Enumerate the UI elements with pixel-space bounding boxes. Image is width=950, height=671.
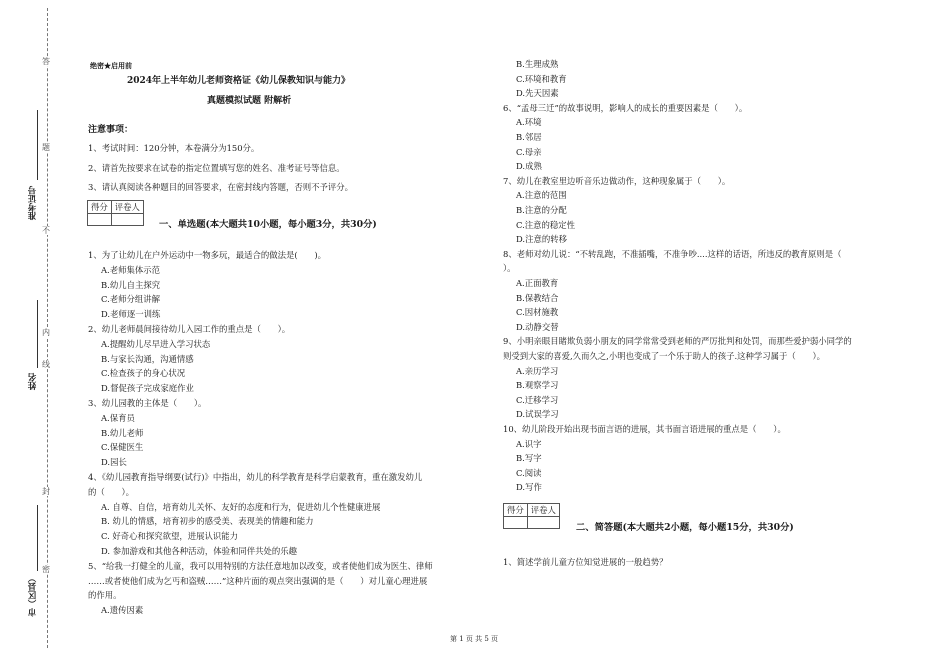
score-cell <box>504 517 528 529</box>
answer-option: C. 好奇心和探究欲望，进展认识能力 <box>101 531 239 542</box>
question-text: 4、《幼儿园教育指导纲要(试行)》中指出，幼儿的科学教育是科学启蒙教育，重在激发幼儿 <box>88 472 423 482</box>
grader-label: 评卷人 <box>527 504 559 517</box>
answer-option: D.督促孩子完成家庭作业 <box>101 383 194 394</box>
answer-option: B.邻居 <box>516 132 542 142</box>
grader-cell <box>111 214 143 226</box>
score-label: 得分 <box>504 504 528 517</box>
question-text: ……或者使他们成为乞丐和盗贼……”这种片面的观点突出强调的是（ ）对儿童心理进展 <box>88 575 428 586</box>
answer-option: C.检查孩子的身心状况 <box>101 368 186 379</box>
answer-option: B.幼儿自主探究 <box>101 279 161 290</box>
district-label: 市（区县） <box>28 574 38 617</box>
score-label: 得分 <box>88 201 112 214</box>
answer-option: D.先天因素 <box>516 88 559 99</box>
answer-option: A.注意的范围 <box>516 190 567 201</box>
section1-title: 一、单选题(本大题共10小题，每小题3分，共30分) <box>159 219 377 230</box>
score-table-2 <box>503 503 560 529</box>
answer-option: B.注意的分配 <box>516 205 567 215</box>
question-text: 的（ ）。 <box>88 486 135 497</box>
answer-option: C.因材施教 <box>516 307 559 318</box>
seal-mark: 线 <box>42 360 50 369</box>
score-cell <box>88 214 112 226</box>
page-subtitle: 真题模拟试题 附解析 <box>207 96 292 106</box>
exam-number-line <box>37 110 38 180</box>
answer-option: A.亲历学习 <box>516 365 559 376</box>
seal-mark: 封 <box>42 487 50 496</box>
question-text: 1、为了让幼儿在户外运动中一物多玩，最适合的做法是( )。 <box>88 250 326 260</box>
question-text: 8、老师对幼儿说：“不转乱跑，不准插嘴，不准争吵....这样的话语，所违反的教育原则是（ <box>503 248 842 259</box>
notice-item: 1、考试时间：120分钟，本卷满分为150分。 <box>88 143 260 153</box>
answer-option: C.保健医生 <box>101 442 144 453</box>
section2-title: 二、简答题(本大题共2小题，每小题15分，共30分) <box>576 522 794 533</box>
answer-option: B.写字 <box>516 453 542 464</box>
answer-option: D. 参加游戏和其他各种活动，体验和同伴共处的乐趣 <box>101 546 297 556</box>
answer-option: D.注意的转移 <box>516 234 567 245</box>
answer-option: A.老师集体示范 <box>101 264 160 275</box>
question-text: 7、幼儿在教室里边听音乐边做动作，这种现象属于（ ）。 <box>503 175 731 186</box>
answer-option: B. 幼儿的情感，培育初步的感受美、表现美的情趣和能力 <box>101 516 314 527</box>
answer-option: D.老师逐一训练 <box>101 309 161 320</box>
notice-item: 2、请首先按要求在试卷的指定位置填写您的姓名、准考证号等信息。 <box>88 163 345 173</box>
exam-number-label: 准考证号 <box>28 186 38 220</box>
question-text: 10、幼儿阶段开始出现书面言语的进展，其书面言语进展的重点是（ ）。 <box>503 424 786 434</box>
seal-mark: 题 <box>42 143 50 152</box>
question-text: 的作用。 <box>88 590 122 601</box>
answer-option: C.迁移学习 <box>516 394 559 405</box>
answer-option: A.提醒幼儿尽早进入学习状态 <box>101 338 211 349</box>
name-line <box>37 300 38 368</box>
grader-cell <box>527 517 559 529</box>
secret-mark: 绝密★启用前 <box>90 61 132 70</box>
question-text: 2、幼儿老师晨间接待幼儿入园工作的重点是（ ）。 <box>88 324 291 334</box>
grader-label: 评卷人 <box>111 201 143 214</box>
notice-item: 3、请认真阅读各种题目的回答要求，在密封线内答题，否则不予评分。 <box>88 182 353 192</box>
question-text: 3、幼儿园教的主体是（ ）。 <box>88 398 207 408</box>
answer-option: B.观察学习 <box>516 380 559 391</box>
answer-option: A. 自尊、自信，培育幼儿关怀、友好的态度和行为，促进幼儿个性健康进展 <box>101 501 381 512</box>
answer-option: D.成熟 <box>516 161 542 172</box>
district-line <box>37 505 38 571</box>
answer-option: C.老师分组讲解 <box>101 294 161 305</box>
answer-option: A.保育员 <box>101 412 135 423</box>
answer-option: C.阅读 <box>516 467 542 478</box>
answer-option: A.正面教育 <box>516 278 559 288</box>
notice-heading: 注意事项： <box>88 125 134 135</box>
answer-option: D.试误学习 <box>516 409 559 420</box>
answer-option: C.母亲 <box>516 146 542 157</box>
question-text: 则受到大家的喜爱,久而久之,小明也变成了一个乐于助人的孩子.这种学习属于（ ）。 <box>503 351 826 361</box>
question-text: ）。 <box>503 263 516 274</box>
question-text: 9、小明亲眼目睹欺负弱小朋友的同学常常受到老师的严厉批判和处罚，而那些爱护弱小同学的 <box>503 336 852 347</box>
answer-option: D.写作 <box>516 482 542 493</box>
answer-option: B.与家长沟通，沟通情感 <box>101 353 194 364</box>
seal-mark: 答 <box>42 57 50 66</box>
page-number: 第 1 页 共 5 页 <box>450 635 499 643</box>
seal-mark: 内 <box>42 328 50 337</box>
answer-option: A.环境 <box>516 117 542 128</box>
seal-mark: 不 <box>42 226 50 235</box>
question-text: 5、“给我一打健全的儿童，我可以用特别的方法任意地加以改变，或者使他们成为医生、律师 <box>88 560 433 571</box>
answer-option: D.动静交替 <box>516 321 559 332</box>
answer-option: C.环境和教育 <box>516 73 567 84</box>
seal-mark: 密 <box>42 565 50 574</box>
question-sa1: 1、简述学前儿童方位知觉进展的一般趋势？ <box>503 557 668 567</box>
answer-option: B.幼儿老师 <box>101 427 144 438</box>
answer-option: B.保教结合 <box>516 292 559 303</box>
answer-option: B.生理成熟 <box>516 59 559 69</box>
name-label: 姓名 <box>28 373 38 390</box>
page-title: 2024年上半年幼儿老师资格证《幼儿保教知识与能力》 <box>127 76 351 86</box>
score-table <box>87 200 144 226</box>
answer-option: A.识字 <box>516 438 542 449</box>
answer-option: D.园长 <box>101 457 127 468</box>
answer-option: C.注意的稳定性 <box>516 219 576 230</box>
question-text: 6、“孟母三迁”的故事说明，影响人的成长的重要因素是（ ）。 <box>503 102 748 113</box>
answer-option: A.遗传因素 <box>101 605 144 616</box>
